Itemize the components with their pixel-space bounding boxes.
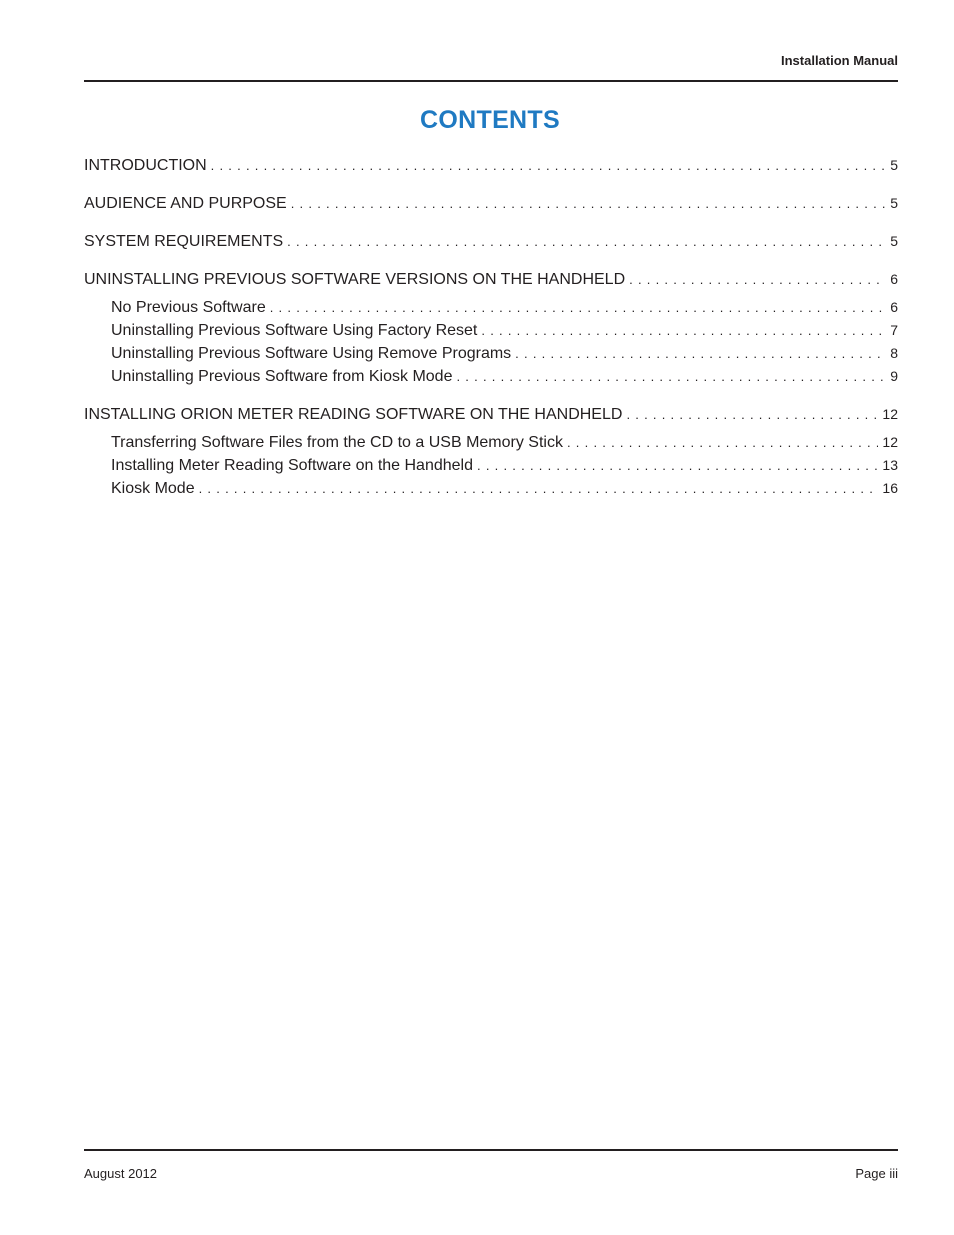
toc-entry-title: Installing Meter Reading Software on the Handheld — [111, 457, 473, 474]
toc-entry-title: Transferring Software Files from the CD to a USB Memory Stick — [111, 434, 563, 451]
toc-entry-factory-reset[interactable] — [84, 319, 898, 342]
toc-leader-dots — [626, 404, 878, 426]
toc-leader-dots — [287, 231, 886, 253]
toc-entry-audience-and-purpose[interactable] — [84, 192, 898, 215]
header-label: Installation Manual — [780, 53, 898, 68]
toc-entry-title: INSTALLING ORION METER READING SOFTWARE ON THE HANDHELD — [84, 406, 623, 423]
toc-entry-system-requirements[interactable] — [84, 230, 898, 253]
toc-page-number: 8 — [890, 345, 898, 361]
toc-entry-uninstalling-previous-software[interactable] — [84, 268, 898, 291]
toc-entry-title: AUDIENCE AND PURPOSE — [84, 195, 287, 212]
toc-leader-dots — [456, 366, 886, 388]
header-rule — [84, 80, 898, 82]
toc-entry-title: UNINSTALLING PREVIOUS SOFTWARE VERSIONS ON THE HANDHELD — [84, 271, 626, 288]
footer-date: August 2012 — [84, 1166, 158, 1181]
toc-entry-kiosk-mode-uninstall[interactable] — [84, 365, 898, 388]
toc-entry-introduction[interactable] — [84, 154, 898, 177]
toc-entry-title: Uninstalling Previous Software from Kiosk Mode — [111, 368, 453, 385]
toc-entry-kiosk-mode[interactable] — [84, 477, 898, 500]
toc-page-number: 12 — [882, 406, 898, 422]
toc-page-number: 5 — [890, 233, 898, 249]
toc-leader-dots — [199, 478, 879, 500]
toc-page-number: 12 — [882, 434, 898, 450]
toc-page-number: 13 — [882, 457, 898, 473]
toc-leader-dots — [515, 343, 886, 365]
page-title: CONTENTS — [420, 106, 560, 134]
toc-entry-transferring-files[interactable] — [84, 431, 898, 454]
toc-leader-dots — [211, 155, 887, 177]
toc-leader-dots — [291, 193, 886, 215]
toc-page-number: 9 — [890, 368, 898, 384]
toc-page-number: 16 — [882, 480, 898, 496]
toc-leader-dots — [481, 320, 886, 342]
toc-leader-dots — [629, 269, 886, 291]
toc-entry-installing-orion-software[interactable] — [84, 403, 898, 426]
footer-rule — [84, 1149, 898, 1151]
toc-entry-title: Kiosk Mode — [111, 480, 195, 497]
toc-entry-title: Uninstalling Previous Software Using Factory Reset — [111, 322, 478, 339]
toc-leader-dots — [567, 432, 878, 454]
toc-leader-dots — [477, 455, 878, 477]
toc-page-number: 5 — [890, 195, 898, 211]
toc-entry-title: INTRODUCTION — [84, 157, 207, 174]
toc-page-number: 6 — [890, 271, 898, 287]
toc-page-number: 6 — [890, 299, 898, 315]
toc-entry-installing-meter-reading[interactable] — [84, 454, 898, 477]
toc-leader-dots — [270, 297, 886, 319]
toc-page-number: 7 — [890, 322, 898, 338]
toc-entry-remove-programs[interactable] — [84, 342, 898, 365]
toc-entry-no-previous-software[interactable] — [84, 296, 898, 319]
toc-entry-title: No Previous Software — [111, 299, 266, 316]
toc-page-number: 5 — [890, 157, 898, 173]
toc-entry-title: Uninstalling Previous Software Using Remove Programs — [111, 345, 512, 362]
footer-page-number: Page iii — [855, 1166, 898, 1181]
toc-entry-title: SYSTEM REQUIREMENTS — [84, 233, 284, 250]
table-of-contents — [84, 154, 898, 500]
